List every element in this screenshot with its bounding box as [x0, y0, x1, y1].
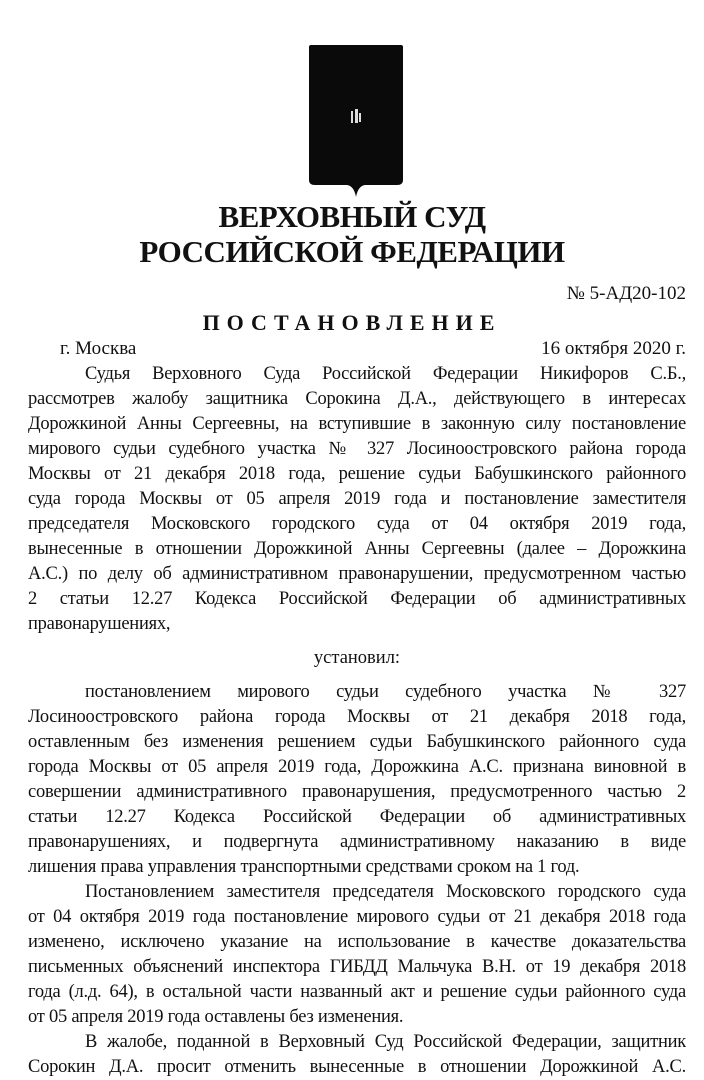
text-line: письменных объяснений инспектора ГИБДД Мальчука В.Н. от 19 декабря 2018	[28, 957, 686, 977]
text-line: правонарушениях, и подвергнута административному наказанию в виде	[28, 832, 686, 852]
court-title-line-1: ВЕРХОВНЫЙ СУД	[218, 199, 486, 234]
text-line: лишения права управления транспортными средствами сроком на 1 год.	[28, 857, 580, 877]
text-line: города Москвы от 05 апреля 2019 года, Дорожкина А.С. признана виновной в	[28, 757, 686, 777]
text-line: совершении административного правонарушения, предусмотренного частью 2	[28, 782, 686, 802]
text-line: председателя Московского городского суда от 04 октября 2019 года,	[28, 514, 686, 534]
text-line: Судья Верховного Суда Российской Федерации Никифоров С.Б.,	[85, 364, 686, 384]
court-title-line-2: РОССИЙСКОЙ ФЕДЕРАЦИИ	[139, 234, 565, 269]
text-line: постановлением мирового судьи судебного участка № 327	[85, 682, 686, 702]
document-date: 16 октября 2020 г.	[541, 338, 686, 359]
text-line: рассмотрев жалобу защитника Сорокина Д.А., действующего в интересах	[28, 389, 686, 409]
finding-paragraph-2	[28, 880, 686, 1030]
text-line: года (л.д. 64), в остальной части названный акт и решение судьи районного суда	[28, 982, 686, 1002]
text-line: мирового судьи судебного участка № 327 Лосиноостровского района города	[28, 439, 686, 459]
finding-paragraph-1	[28, 680, 686, 880]
text-line: В жалобе, поданной в Верховный Суд Российской Федерации, защитник	[85, 1032, 686, 1052]
text-line: А.С.) по делу об административном правонарушении, предусмотренном частью	[28, 564, 686, 584]
text-line: правонарушениях,	[28, 614, 171, 634]
document-type: ПОСТАНОВЛЕНИЕ	[202, 310, 502, 335]
document-body	[28, 362, 686, 1080]
text-line: вынесенные в отношении Дорожкиной Анны Сергеевны (далее – Дорожкина	[28, 539, 686, 559]
coat-of-arms-shield-icon	[309, 45, 403, 197]
intro-paragraph	[28, 362, 686, 637]
text-line: от 04 октября 2019 года постановление мирового судьи от 21 декабря 2018 года	[28, 907, 686, 927]
text-line: 2 статьи 12.27 Кодекса Российской Федерации об административных	[28, 589, 686, 609]
text-line: оставленным без изменения решением судьи Бабушкинского районного суда	[28, 732, 686, 752]
case-number: № 5-АД20-102	[566, 283, 686, 304]
text-line: Лосиноостровского района города Москвы от 21 декабря 2018 года,	[28, 707, 686, 727]
established-heading: установил:	[313, 648, 401, 668]
text-line: Постановлением заместителя председателя Московского городского суда	[85, 882, 686, 902]
text-line: суда города Москвы от 05 апреля 2019 года и постановление заместителя	[28, 489, 686, 509]
text-line: Дорожкиной Анны Сергеевны, на вступившие в законную силу постановление	[28, 414, 686, 434]
text-line: изменено, исключено указание на использование в качестве доказательства	[28, 932, 686, 952]
complaint-paragraph	[28, 1030, 686, 1080]
text-line: Сорокин Д.А. просит отменить вынесенные в отношении Дорожкиной А.С.	[28, 1057, 686, 1077]
text-line: Москвы от 21 декабря 2018 года, решение судьи Бабушкинского районного	[28, 464, 686, 484]
text-line: статьи 12.27 Кодекса Российской Федерации об административных	[28, 807, 686, 827]
text-line: от 05 апреля 2019 года оставлены без изменения.	[28, 1007, 404, 1027]
city: г. Москва	[60, 338, 137, 359]
